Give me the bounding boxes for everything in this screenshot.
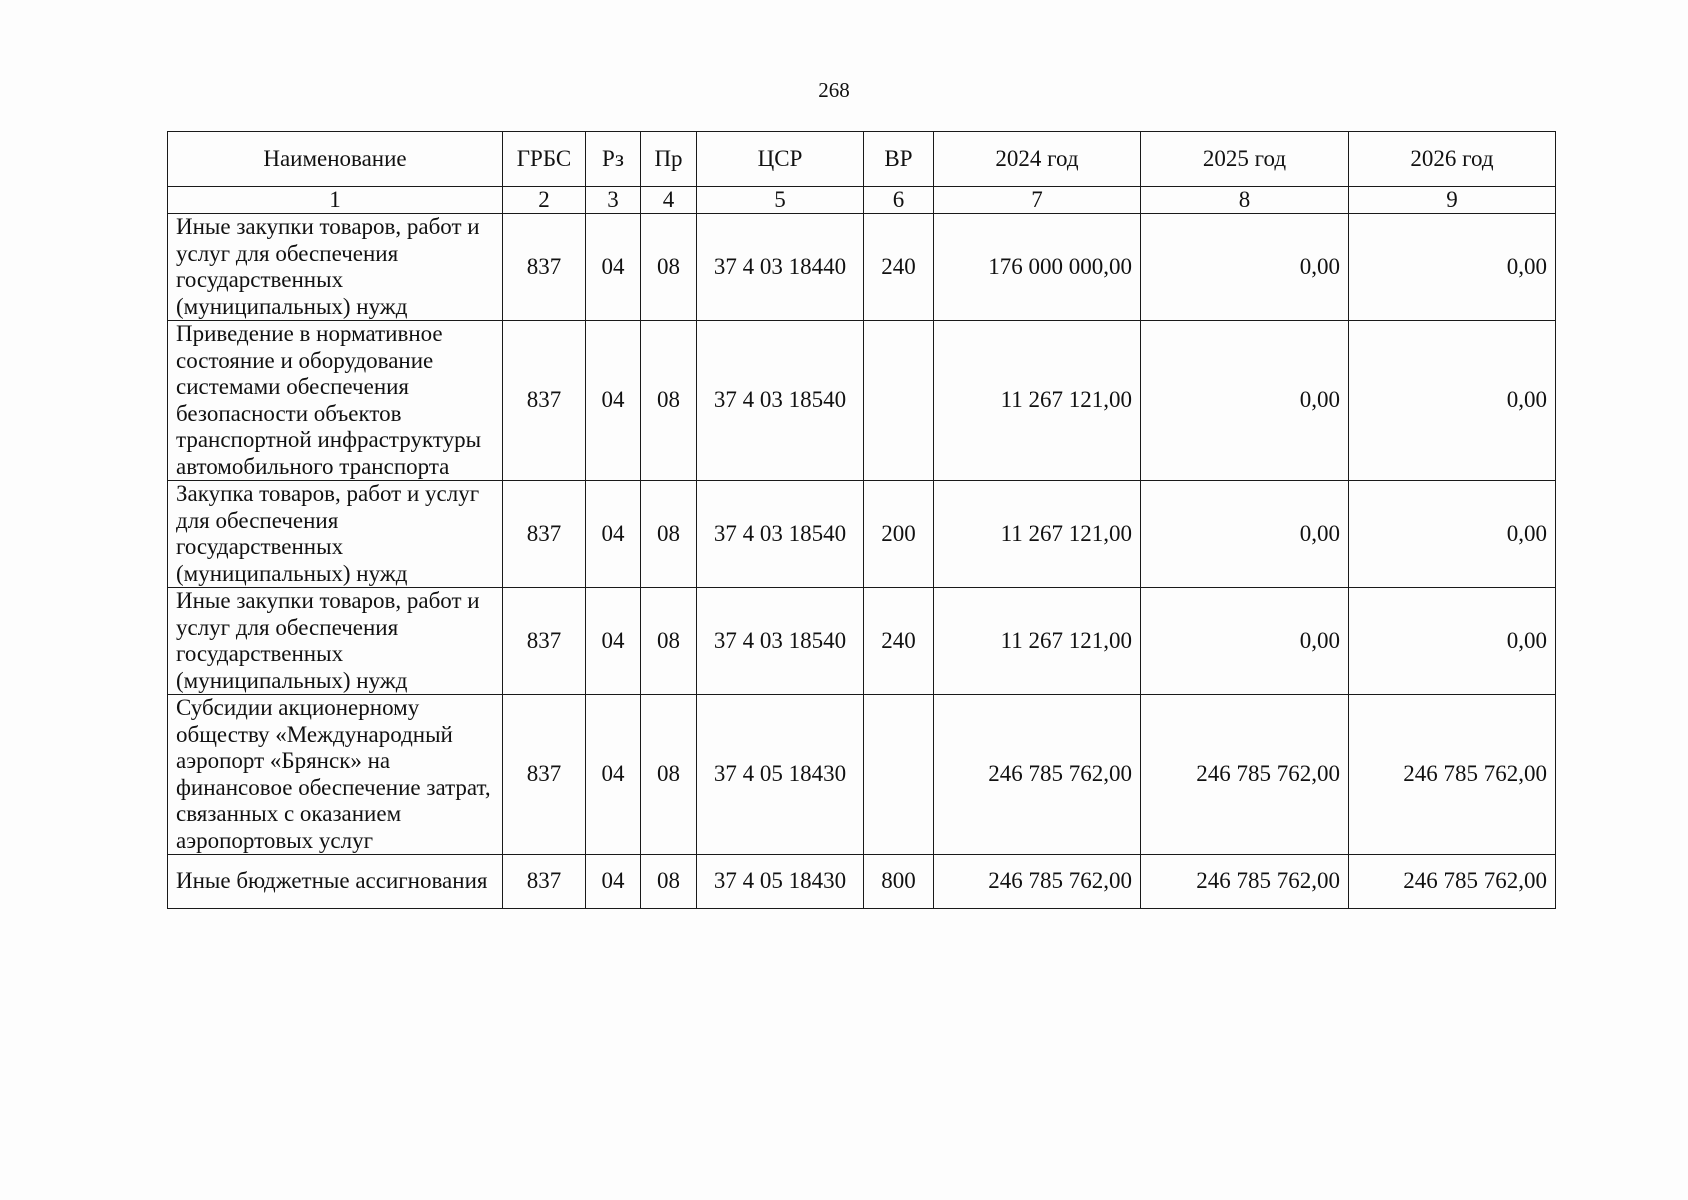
row-name: Иные закупки товаров, работ и услуг для обеспечения государственных (муниципальных) нужд xyxy=(168,214,503,321)
column-number: 1 xyxy=(168,187,503,214)
table-row xyxy=(168,214,1556,321)
row-2025: 246 785 762,00 xyxy=(1141,695,1349,855)
table-row xyxy=(168,855,1556,909)
row-pr: 08 xyxy=(641,214,697,321)
row-2026: 246 785 762,00 xyxy=(1349,695,1556,855)
row-2025: 0,00 xyxy=(1141,214,1349,321)
column-number: 8 xyxy=(1141,187,1349,214)
budget-table xyxy=(167,131,1556,909)
column-number: 7 xyxy=(934,187,1141,214)
row-2024: 11 267 121,00 xyxy=(934,588,1141,695)
header-cell-2025: 2025 год xyxy=(1141,132,1349,187)
row-2026: 0,00 xyxy=(1349,321,1556,481)
row-2026: 246 785 762,00 xyxy=(1349,855,1556,909)
table-row xyxy=(168,321,1556,481)
row-name: Субсидии акционерному обществу «Международный аэропорт «Брянск» на финансовое обеспечение затрат, связанных с оказанием аэропортовых услуг xyxy=(168,695,503,855)
row-name: Иные закупки товаров, работ и услуг для обеспечения государственных (муниципальных) нужд xyxy=(168,588,503,695)
row-2026: 0,00 xyxy=(1349,481,1556,588)
row-pr: 08 xyxy=(641,481,697,588)
header-row xyxy=(168,132,1556,187)
column-number: 6 xyxy=(864,187,934,214)
row-2024: 11 267 121,00 xyxy=(934,321,1141,481)
row-2026: 0,00 xyxy=(1349,214,1556,321)
row-pr: 08 xyxy=(641,588,697,695)
row-name: Приведение в нормативное состояние и оборудование системами обеспечения безопасности объектов транспортной инфраструктуры автомобильного транспорта xyxy=(168,321,503,481)
row-2025: 246 785 762,00 xyxy=(1141,855,1349,909)
row-rz: 04 xyxy=(586,695,641,855)
row-vr xyxy=(864,321,934,481)
header-cell-2024: 2024 год xyxy=(934,132,1141,187)
row-2024: 176 000 000,00 xyxy=(934,214,1141,321)
table-row xyxy=(168,588,1556,695)
column-number: 9 xyxy=(1349,187,1556,214)
row-csr: 37 4 03 18540 xyxy=(697,588,864,695)
row-csr: 37 4 03 18540 xyxy=(697,321,864,481)
row-2024: 11 267 121,00 xyxy=(934,481,1141,588)
header-cell-csr: ЦСР xyxy=(697,132,864,187)
row-name: Закупка товаров, работ и услуг для обеспечения государственных (муниципальных) нужд xyxy=(168,481,503,588)
row-rz: 04 xyxy=(586,855,641,909)
row-grbs: 837 xyxy=(503,214,586,321)
column-number: 5 xyxy=(697,187,864,214)
row-rz: 04 xyxy=(586,481,641,588)
row-rz: 04 xyxy=(586,214,641,321)
column-number: 2 xyxy=(503,187,586,214)
row-vr xyxy=(864,695,934,855)
header-cell-grbs: ГРБС xyxy=(503,132,586,187)
row-name: Иные бюджетные ассигнования xyxy=(168,855,503,909)
column-number-row xyxy=(168,187,1556,214)
header-cell-pr: Пр xyxy=(641,132,697,187)
header-cell-vr: ВР xyxy=(864,132,934,187)
header-cell-2026: 2026 год xyxy=(1349,132,1556,187)
column-number: 4 xyxy=(641,187,697,214)
row-2026: 0,00 xyxy=(1349,588,1556,695)
table-row xyxy=(168,695,1556,855)
row-2025: 0,00 xyxy=(1141,588,1349,695)
header-cell-name: Наименование xyxy=(168,132,503,187)
row-grbs: 837 xyxy=(503,481,586,588)
row-pr: 08 xyxy=(641,321,697,481)
header-cell-rz: Рз xyxy=(586,132,641,187)
row-vr: 200 xyxy=(864,481,934,588)
row-2024: 246 785 762,00 xyxy=(934,855,1141,909)
page-number: 268 xyxy=(818,78,850,102)
row-rz: 04 xyxy=(586,588,641,695)
row-pr: 08 xyxy=(641,855,697,909)
row-csr: 37 4 05 18430 xyxy=(697,855,864,909)
row-rz: 04 xyxy=(586,321,641,481)
row-csr: 37 4 03 18540 xyxy=(697,481,864,588)
row-grbs: 837 xyxy=(503,855,586,909)
row-pr: 08 xyxy=(641,695,697,855)
row-2024: 246 785 762,00 xyxy=(934,695,1141,855)
column-number: 3 xyxy=(586,187,641,214)
row-grbs: 837 xyxy=(503,321,586,481)
row-vr: 800 xyxy=(864,855,934,909)
row-csr: 37 4 05 18430 xyxy=(697,695,864,855)
row-grbs: 837 xyxy=(503,695,586,855)
row-vr: 240 xyxy=(864,588,934,695)
row-grbs: 837 xyxy=(503,588,586,695)
row-csr: 37 4 03 18440 xyxy=(697,214,864,321)
row-vr: 240 xyxy=(864,214,934,321)
row-2025: 0,00 xyxy=(1141,321,1349,481)
table-row xyxy=(168,481,1556,588)
row-2025: 0,00 xyxy=(1141,481,1349,588)
